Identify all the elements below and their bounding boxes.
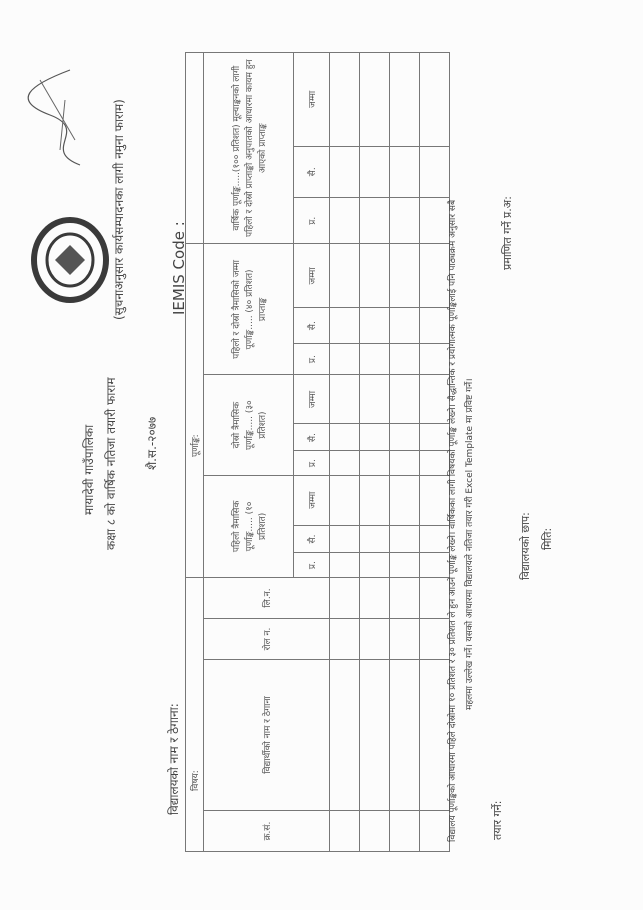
table-cell bbox=[360, 198, 390, 244]
table-cell bbox=[360, 451, 390, 475]
municipality-name: मायादेवी गाउँपालिका bbox=[82, 424, 96, 515]
sub-pra: प्र. bbox=[294, 451, 330, 475]
full-marks-label: पूर्णाङ्क: bbox=[186, 244, 204, 578]
subject-label: विषय: bbox=[186, 578, 204, 852]
table-cell bbox=[330, 244, 360, 308]
table-cell bbox=[360, 343, 390, 375]
table-cell bbox=[420, 146, 450, 197]
table-cell bbox=[330, 811, 360, 852]
table-cell bbox=[360, 244, 390, 308]
group-first-term: पहिलो त्रैमासिक पूर्णाङ्क..... (१० प्रतिशत) bbox=[204, 475, 294, 577]
results-table bbox=[185, 52, 450, 852]
note-line-2: महलमा उल्लेख गर्ने। यसको आधारमा विद्यालयले नतिजा तयार गरी Excel Template मा प्रविष्ट गर्ने। bbox=[465, 378, 475, 710]
table-cell bbox=[360, 308, 390, 343]
school-stamp-label: विद्यालयको छाप: bbox=[519, 512, 532, 580]
sub-total: जम्मा bbox=[294, 244, 330, 308]
certifier-label: प्रमाणित गर्ने प्र.अ: bbox=[501, 196, 514, 270]
signature bbox=[20, 60, 104, 170]
table-cell bbox=[390, 451, 420, 475]
table-cell bbox=[360, 146, 390, 197]
table-cell bbox=[330, 578, 360, 619]
note-line-1: विद्यालय पूर्णाङ्कको आधारमा पहिले दोस्रोमा १० प्रतिशत र ३० प्रतिशत ले हुन आउने पूर्णाङ्क लेख्ने। वार्षिकका लागी विषयको पूर्णाङ्क लेख्ने। सैद्धान्तिक र प्रयोगात्मक पूर्णाङ्कलाई पनि पाठ्यक्रम अनुसार सबै bbox=[448, 199, 458, 842]
table-cell bbox=[390, 553, 420, 578]
table-cell bbox=[390, 578, 420, 619]
table-cell bbox=[360, 578, 390, 619]
table-cell bbox=[390, 424, 420, 451]
col-student: विद्यार्थीको नाम र ठेगाना bbox=[204, 660, 330, 811]
table-cell bbox=[360, 811, 390, 852]
group-second-term: दोस्रो त्रैमासिक पूर्णाङ्क..... (३० प्रतिशत) bbox=[204, 375, 294, 475]
table-cell bbox=[390, 198, 420, 244]
table-cell bbox=[390, 811, 420, 852]
table-cell bbox=[390, 619, 420, 660]
sub-sai: सै. bbox=[294, 146, 330, 197]
table-row bbox=[330, 53, 360, 852]
prepared-by: तयार गर्ने: bbox=[491, 800, 504, 840]
table-cell bbox=[390, 475, 420, 525]
sub-pra: प्र. bbox=[294, 553, 330, 578]
table-cell bbox=[330, 660, 360, 811]
table-cell bbox=[330, 375, 360, 424]
form-title: कक्षा ८ को वार्षिक नतिजा तयारी फाराम bbox=[104, 377, 118, 550]
header-blank bbox=[186, 53, 204, 244]
table-cell bbox=[360, 619, 390, 660]
sub-pra: प्र. bbox=[294, 198, 330, 244]
school-name-label: विद्यालयको नाम र ठेगाना: bbox=[167, 703, 181, 815]
sub-total: जम्मा bbox=[294, 53, 330, 147]
table-cell bbox=[330, 146, 360, 197]
table-cell bbox=[390, 343, 420, 375]
table-cell bbox=[330, 475, 360, 525]
date-label: मिति: bbox=[541, 527, 554, 550]
sub-total: जम्मा bbox=[294, 475, 330, 525]
table-row bbox=[360, 53, 390, 852]
table-cell bbox=[330, 308, 360, 343]
table-cell bbox=[330, 198, 360, 244]
table-cell bbox=[330, 53, 360, 147]
sub-pra: प्र. bbox=[294, 343, 330, 375]
col-roll: रोल न. bbox=[204, 619, 330, 660]
table-cell bbox=[420, 53, 450, 147]
iemis-code-label: IEMIS Code : bbox=[170, 221, 188, 315]
table-cell bbox=[360, 475, 390, 525]
table-cell bbox=[360, 525, 390, 552]
table-cell bbox=[390, 308, 420, 343]
table-cell bbox=[390, 525, 420, 552]
table-cell bbox=[390, 53, 420, 147]
sub-total: जम्मा bbox=[294, 375, 330, 424]
table-cell bbox=[390, 146, 420, 197]
table-cell bbox=[360, 53, 390, 147]
col-gender: लि.न. bbox=[204, 578, 330, 619]
group-combined: पहिलो र दोस्रो त्रैमासिको जम्मा पूर्णाङ्क..... (४० प्रतिशत) प्राप्ताङ्क bbox=[204, 244, 294, 375]
sub-sai: सै. bbox=[294, 308, 330, 343]
table-cell bbox=[330, 451, 360, 475]
table-cell bbox=[330, 424, 360, 451]
table-cell bbox=[360, 660, 390, 811]
table-cell bbox=[390, 244, 420, 308]
table-row bbox=[390, 53, 420, 852]
group-annual: वार्षिक पूर्णाङ्क.....(१०० प्रतिशत) मूल्याङ्कनको लागी पहिलो र दोस्रो प्राप्ताङ्को अनुपातको आधारमा कायम हुन आएको प्राप्ताङ्क bbox=[204, 53, 294, 244]
form-subtitle: (सुचनाअनुसार कार्यसम्पादनका लागी नमुना फाराम) bbox=[112, 99, 126, 320]
table-cell bbox=[390, 375, 420, 424]
table-cell bbox=[390, 660, 420, 811]
col-sn: क्र.सं. bbox=[204, 811, 330, 852]
sub-sai: सै. bbox=[294, 525, 330, 552]
table-cell bbox=[360, 375, 390, 424]
sub-sai: सै. bbox=[294, 424, 330, 451]
table-cell bbox=[360, 424, 390, 451]
table-cell bbox=[330, 343, 360, 375]
table-cell bbox=[330, 619, 360, 660]
municipality-seal bbox=[25, 210, 119, 310]
table-cell bbox=[330, 525, 360, 552]
table-cell bbox=[360, 553, 390, 578]
academic-year: शै.स.-२०७७ bbox=[145, 416, 159, 470]
table-cell bbox=[330, 553, 360, 578]
